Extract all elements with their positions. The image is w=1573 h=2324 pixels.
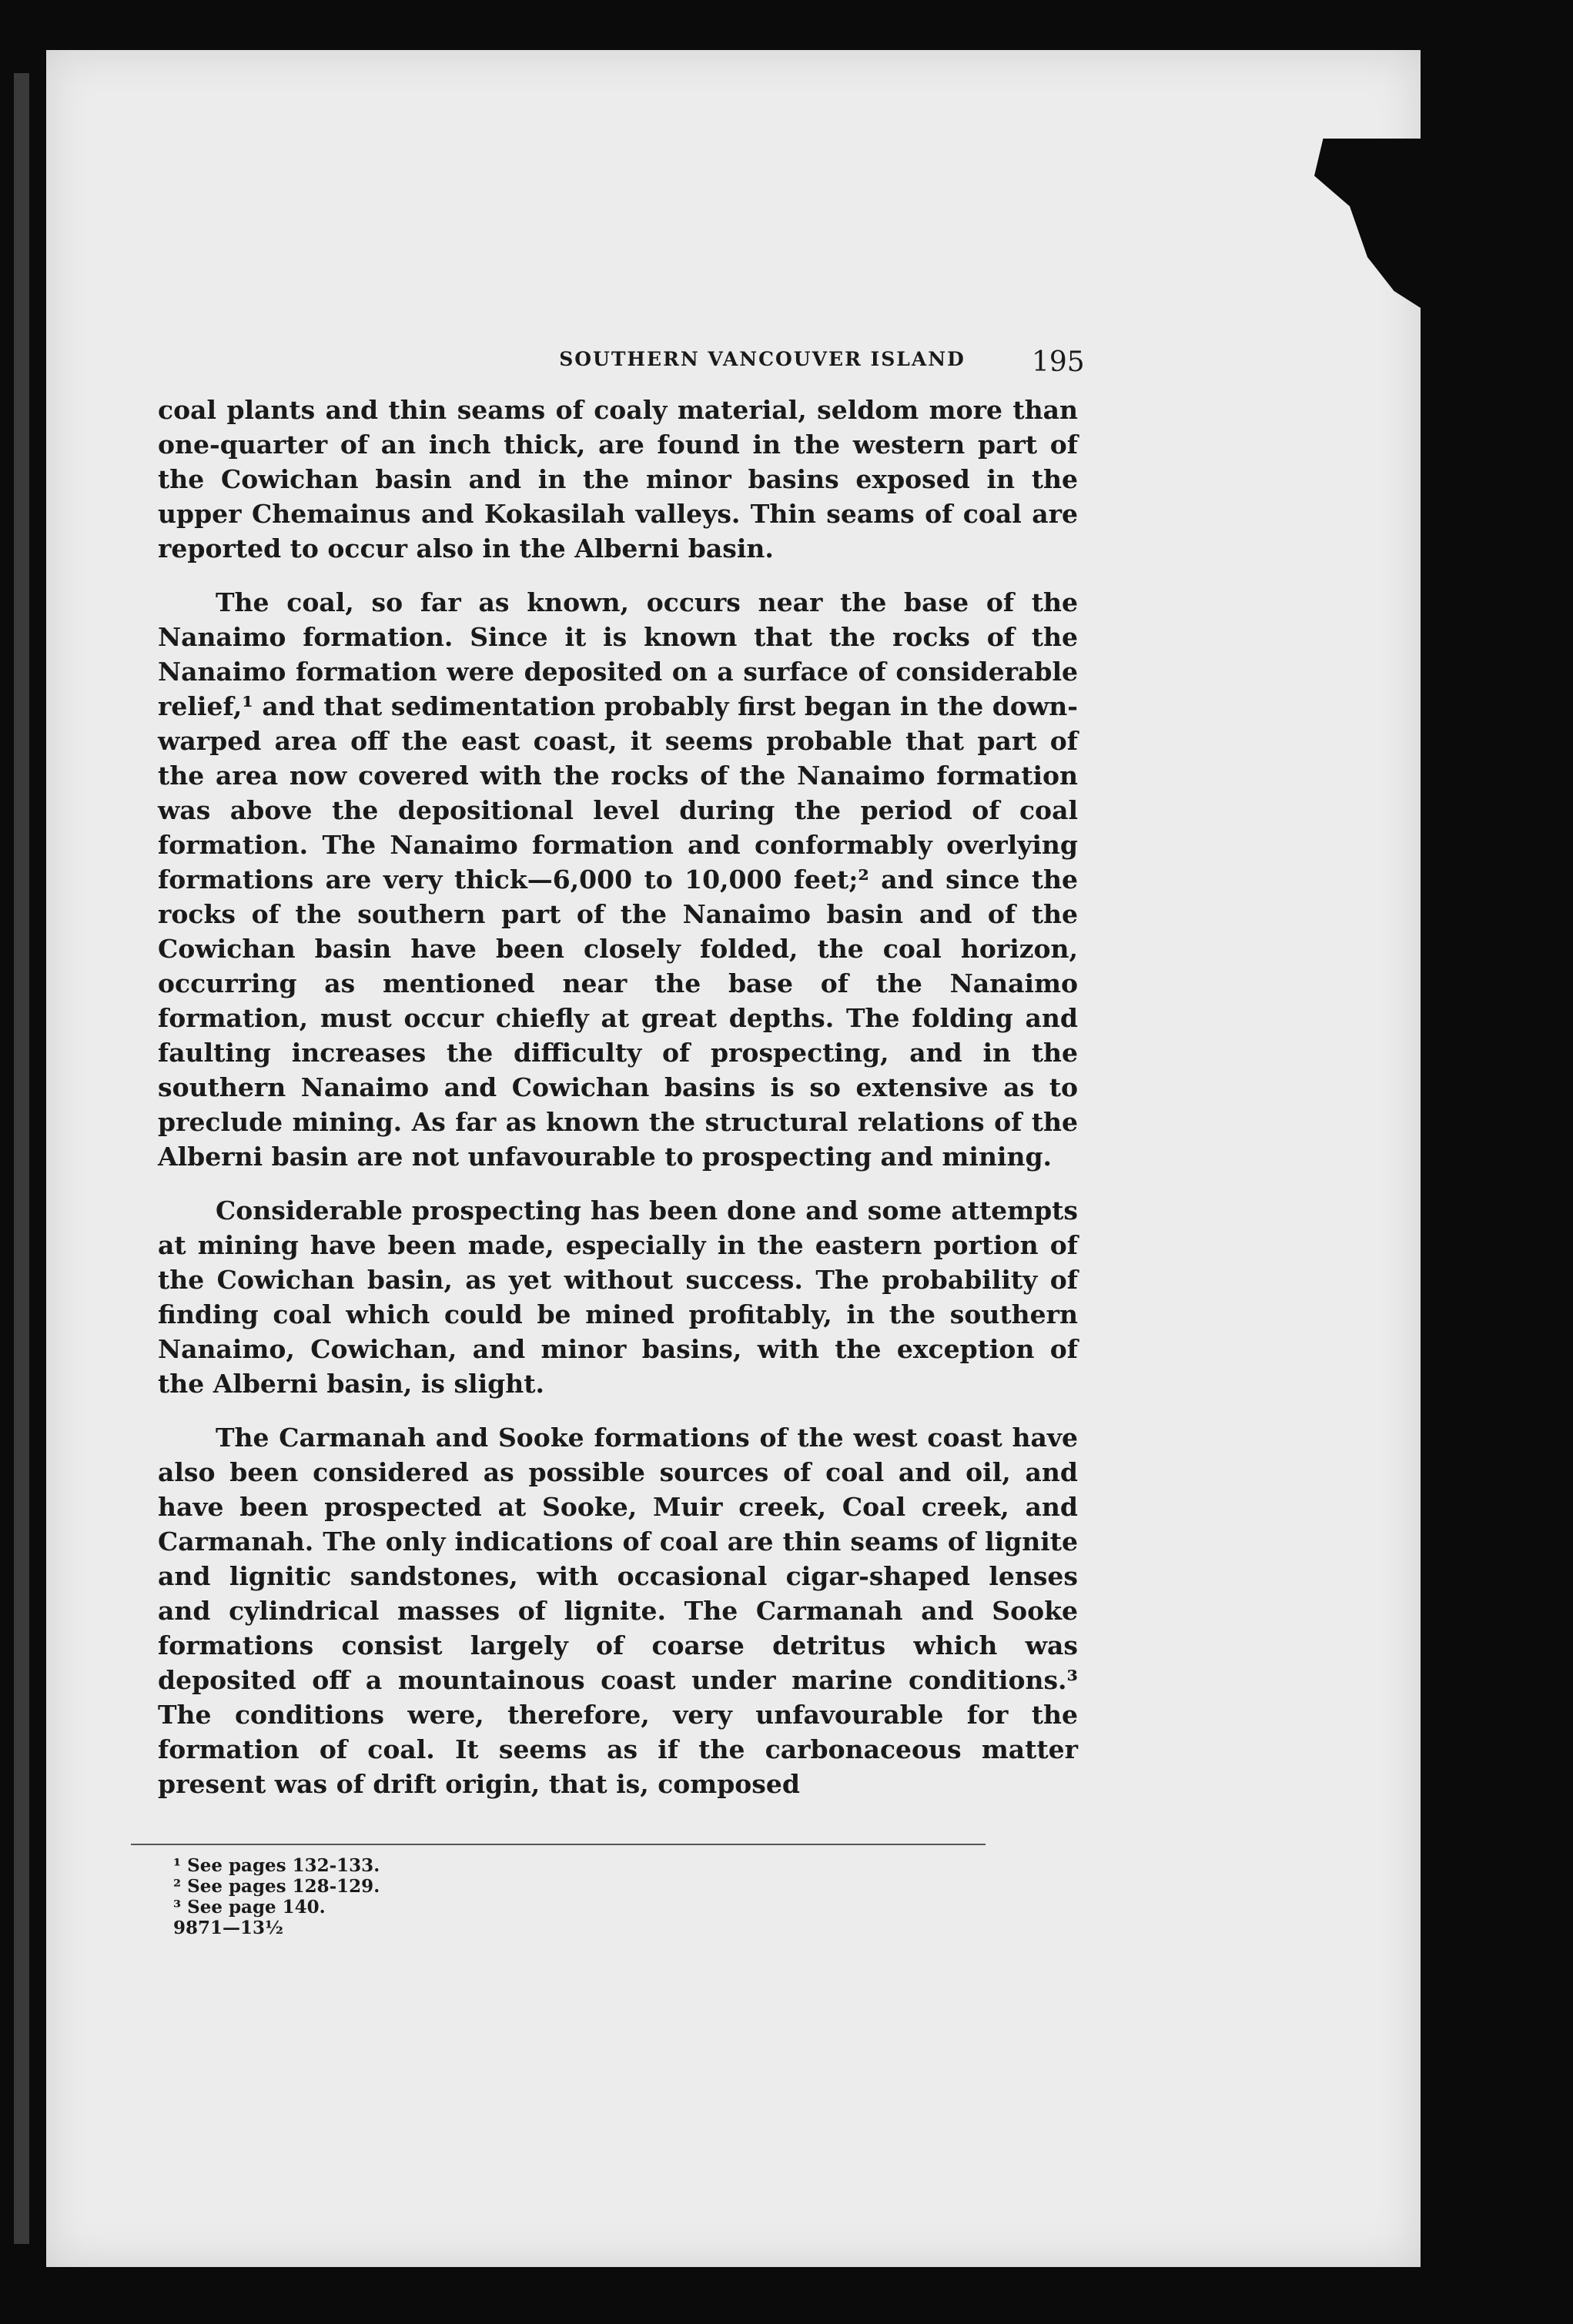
footnote: ³ See page 140. xyxy=(173,1897,326,1918)
paragraph: The coal, so far as known, occurs near the base of the Nanaimo formation. Since it is known that the rocks of the Nanaimo formation were deposited on a surface of considerable relief,¹ and that sedimentation probably first began in the down-warped area off the east coast, it seems probable that part of the area now covered with the rocks of the Nanaimo formation was above the depositional level during the period of coal formation. The Nanaimo formation and conformably overlying formations are very thick—6,000 to 10,000 feet;² and since the rocks of the southern part of the Nanaimo basin and of the Cowichan basin have been closely folded, the coal horizon, occurring as mentioned near the base of the Nanaimo formation, must occur chiefly at great depths. The folding and faulting increases the difficulty of prospecting, and in the southern Nanaimo and Cowichan basins is so extensive as to preclude mining. As far as known the structural relations of the Alberni basin are not unfavourable to prospecting and mining. xyxy=(158,587,1078,1172)
running-title: SOUTHERN VANCOUVER ISLAND xyxy=(559,348,966,370)
footnotes xyxy=(173,1855,635,1938)
scan-edge-bar xyxy=(14,73,29,2244)
body-text xyxy=(158,393,1078,1821)
printer-mark: 9871—13½ xyxy=(173,1918,284,1938)
footnote: ² See pages 128-129. xyxy=(173,1876,380,1897)
paragraph: Considerable prospecting has been done and some attempts at mining have been made, especially in the eastern portion of the Cowichan basin, as yet without success. The probability of finding coal which could be mined profitably, in the southern Nanaimo, Cowichan, and minor basins, with the exception of the Alberni basin, is slight. xyxy=(158,1195,1078,1399)
footnote: ¹ See pages 132-133. xyxy=(173,1855,380,1876)
page-number: 195 xyxy=(1032,346,1085,378)
paragraph: coal plants and thin seams of coaly material, seldom more than one-quarter of an inch thick, are found in the western part of the Cowichan basin and in the minor basins exposed in the upper Chemainus and Kokasilah valleys. Thin seams of coal are reported to occur also in the Alberni basin. xyxy=(158,395,1078,563)
footnote-rule xyxy=(131,1844,986,1845)
torn-corner xyxy=(1243,139,1421,308)
paragraph: The Carmanah and Sooke formations of the west coast have also been considered as possible sources of coal and oil, and have been prospected at Sooke, Muir creek, Coal creek, and Carmanah. The only indications of coal are thin seams of lignite and lignitic sandstones, with occasional cigar-shaped lenses and cylindrical masses of lignite. The Carmanah and Sooke formations consist largely of coarse detritus which was deposited off a mountainous coast under marine conditions.³ The conditions were, therefore, very unfavourable for the formation of coal. It seems as if the carbonaceous matter present was of drift origin, that is, composed xyxy=(158,1423,1078,1799)
